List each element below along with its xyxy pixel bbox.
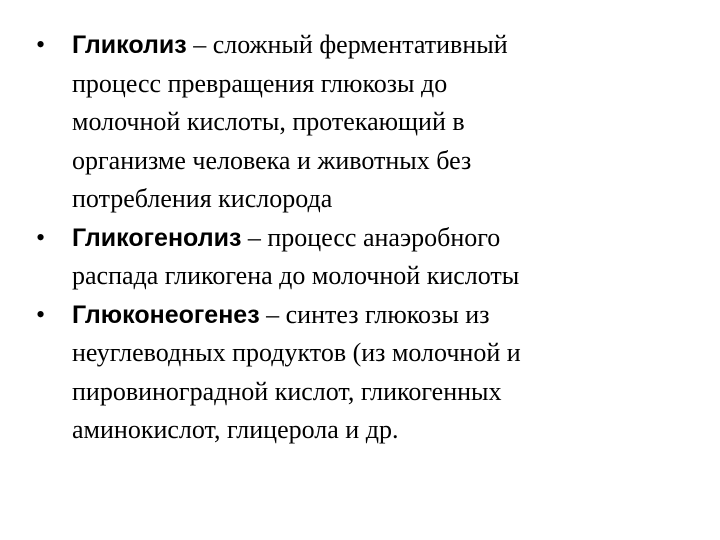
definition-line: пировиноградной кислот, гликогенных <box>72 376 502 406</box>
definition-line: – синтез глюкозы из <box>259 299 490 329</box>
definition-line: процесс превращения глюкозы до <box>72 68 448 98</box>
bullet-item-glycogenolysis <box>36 219 676 296</box>
definition-line: молочной кислоты, протекающий в <box>72 107 465 136</box>
bullet-text <box>72 219 676 296</box>
definition-line: организме человека и животных без <box>72 145 472 175</box>
definition-line: распада гликогена до молочной кислоты <box>72 261 520 290</box>
bullet-list <box>36 26 676 450</box>
definition-line: – процесс анаэробного <box>241 222 501 252</box>
bullet-text <box>72 296 676 450</box>
bullet-marker: • <box>36 222 46 252</box>
bullet-text <box>72 26 676 219</box>
bullet-marker: • <box>36 299 46 329</box>
term-glycogenolysis: Гликогенолиз <box>72 223 242 252</box>
term-glycolysis: Гликолиз <box>72 31 187 59</box>
term-gluconeogenesis: Глюконеогенез <box>72 300 260 329</box>
bullet-marker: • <box>36 30 46 59</box>
bullet-item-gluconeogenesis <box>36 296 676 450</box>
definition-line: – сложный ферментативный <box>186 30 508 59</box>
definition-line: неуглеводных продуктов (из молочной и <box>72 338 521 367</box>
definition-line: аминокислот, глицерола и др. <box>72 415 399 444</box>
definition-line: потребления кислорода <box>72 184 333 213</box>
bullet-item-glycolysis <box>36 26 676 219</box>
